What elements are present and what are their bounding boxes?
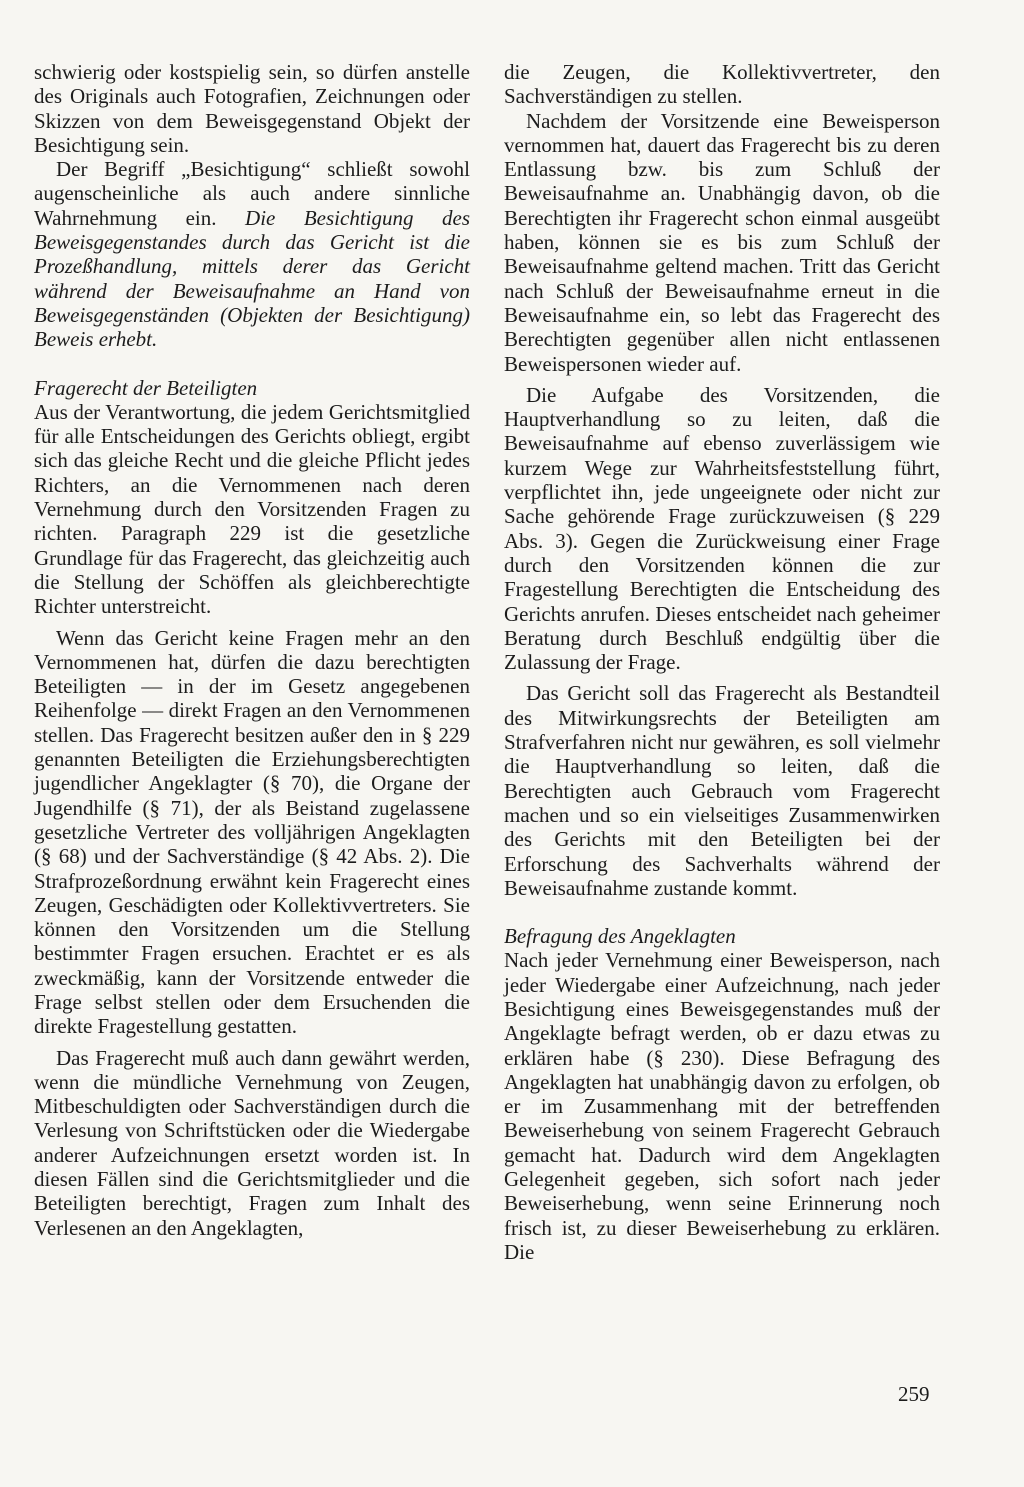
paragraph: Das Fragerecht muß auch dann gewährt werden, wenn die mündliche Vernehmung von Zeugen, Mitbeschuldigten oder Sachverständigen durch die Verlesung von Schriftstücken oder die Wiedergabe anderer Aufzeichnungen ersetzt worden ist. In diesen Fällen sind die Gerichtsmitglieder und die Beteiligten berechtigt, Fragen zum Inhalt des Verlesenen an den Angeklagten,: [34, 1045, 470, 1240]
section-heading: Fragerecht der Beteiligten: [34, 375, 258, 400]
paragraph: schwierig oder kostspielig sein, so dürfen anstelle des Originals auch Fotografien, Zeichnungen oder Skizzen von dem Beweisgegenstand Objekt der Besichtigung sein.: [34, 60, 470, 157]
paragraph: die Zeugen, die Kollektivvertreter, den Sachverständigen zu stellen.: [504, 60, 940, 109]
left-column: [34, 60, 470, 1240]
paragraph-text: Der Begriff „Besichtigung“ schließt sowohl augenscheinliche als auch andere sinnliche Wahrnehmung ein.: [34, 157, 470, 230]
page-number: 259: [898, 1382, 930, 1406]
paragraph-italic-text: Die Besichtigung des Beweisgegenstandes durch das Gericht ist die Prozeßhandlung, mittels derer das Gericht während der Beweisaufnahme an Hand von Beweisgegenständen (Objekten der Besichtigung) Beweis erhebt.: [34, 205, 470, 352]
paragraph: [34, 157, 470, 351]
paragraph: Aus der Verantwortung, die jedem Gerichtsmitglied für alle Entscheidungen des Gerichts obliegt, ergibt sich das gleiche Recht und die gleiche Pflicht jedes Richters, an die Vernommenen nach deren Vernehmung durch den Vorsitzenden Fragen zu richten. Paragraph 229 ist die gesetzliche Grundlage für das Fragerecht, das gleichzeitig auch die Stellung der Schöffen als gleichberechtigte Richter unterstreicht.: [34, 399, 470, 619]
paragraph: Nach jeder Vernehmung einer Beweisperson, nach jeder Wiedergabe einer Aufzeichnung, nach jeder Besichtigung eines Beweisgegenstandes muß der Angeklagte befragt werden, ob er dazu etwas zu erklären habe (§ 230). Diese Befragung des Angeklagten hat unabhängig davon zu erfolgen, ob er im Zusammenhang mit der betreffenden Beweiserhebung von seinem Fragerecht Gebrauch gemacht hat. Dadurch wird dem Angeklagten Gelegenheit gegeben, sich sofort nach jeder Beweiserhebung, wenn seine Erinnerung noch frisch ist, zu dieser Beweiserhebung zu erklären. Die: [504, 948, 940, 1264]
paragraph: Das Gericht soll das Fragerecht als Bestandteil des Mitwirkungsrechts der Beteiligten am Strafverfahren nicht nur gewähren, es soll vielmehr die Hauptverhandlung so leiten, daß die Berechtigten auch Gebrauch vom Fragerecht machen und so ein vielseitiges Zusammenwirken des Gerichts mit den Beteiligten bei der Erforschung des Sachverhalts während der Beweisaufnahme zustande kommt.: [504, 681, 940, 900]
section-heading: Befragung des Angeklagten: [504, 924, 736, 949]
paragraph: Wenn das Gericht keine Fragen mehr an den Vernommenen hat, dürfen die dazu berechtigten Beteiligten — in der im Gesetz angegebenen Reihenfolge — direkt Fragen an den Vernommenen stellen. Das Fragerecht besitzen außer den in § 229 genannten Beteiligten die Erziehungsberechtigten jugendlicher Angeklagter (§ 70), die Organe der Jugendhilfe (§ 71), der als Beistand zugelassene gesetzliche Vertreter des volljährigen Angeklagten (§ 68) und der Sachverständige (§ 42 Abs. 2). Die Strafprozeßordnung erwähnt kein Fragerecht eines Zeugen, Geschädigten oder Kollektivvertreters. Sie können den Vorsitzenden um die Stellung bestimmter Fragen ersuchen. Erachtet er es als zweckmäßig, kann der Vorsitzende entweder die Frage selbst stellen oder dem Ersuchenden die direkte Fragestellung gestatten.: [34, 625, 470, 1039]
right-column: [504, 60, 940, 1264]
paragraph: Nachdem der Vorsitzende eine Beweisperson vernommen hat, dauert das Fragerecht bis zu deren Entlassung bzw. bis zum Schluß der Beweisaufnahme an. Unabhängig davon, ob die Berechtigten ihr Fragerecht schon einmal ausgeübt haben, können sie es bis zum Schluß der Beweisaufnahme geltend machen. Tritt das Gericht nach Schluß der Beweisaufnahme erneut in die Beweisaufnahme ein, so lebt das Fragerecht des Berechtigten gegenüber allen nicht entlassenen Beweispersonen wieder auf.: [504, 108, 940, 376]
paragraph: Die Aufgabe des Vorsitzenden, die Hauptverhandlung so zu leiten, daß die Beweisaufnahme auf ebenso zuverlässigem wie kurzem Wege zur Wahrheitsfeststellung führt, verpflichtet ihn, jede ungeeignete oder nicht zur Sache gehörende Frage zurückzuweisen (§ 229 Abs. 3). Gegen die Zurückweisung einer Frage durch den Vorsitzenden können die zur Fragestellung Berechtigten die Entscheidung des Gerichts anrufen. Dieses entscheidet nach geheimer Beratung durch Beschluß endgültig über die Zulassung der Frage.: [504, 382, 940, 675]
